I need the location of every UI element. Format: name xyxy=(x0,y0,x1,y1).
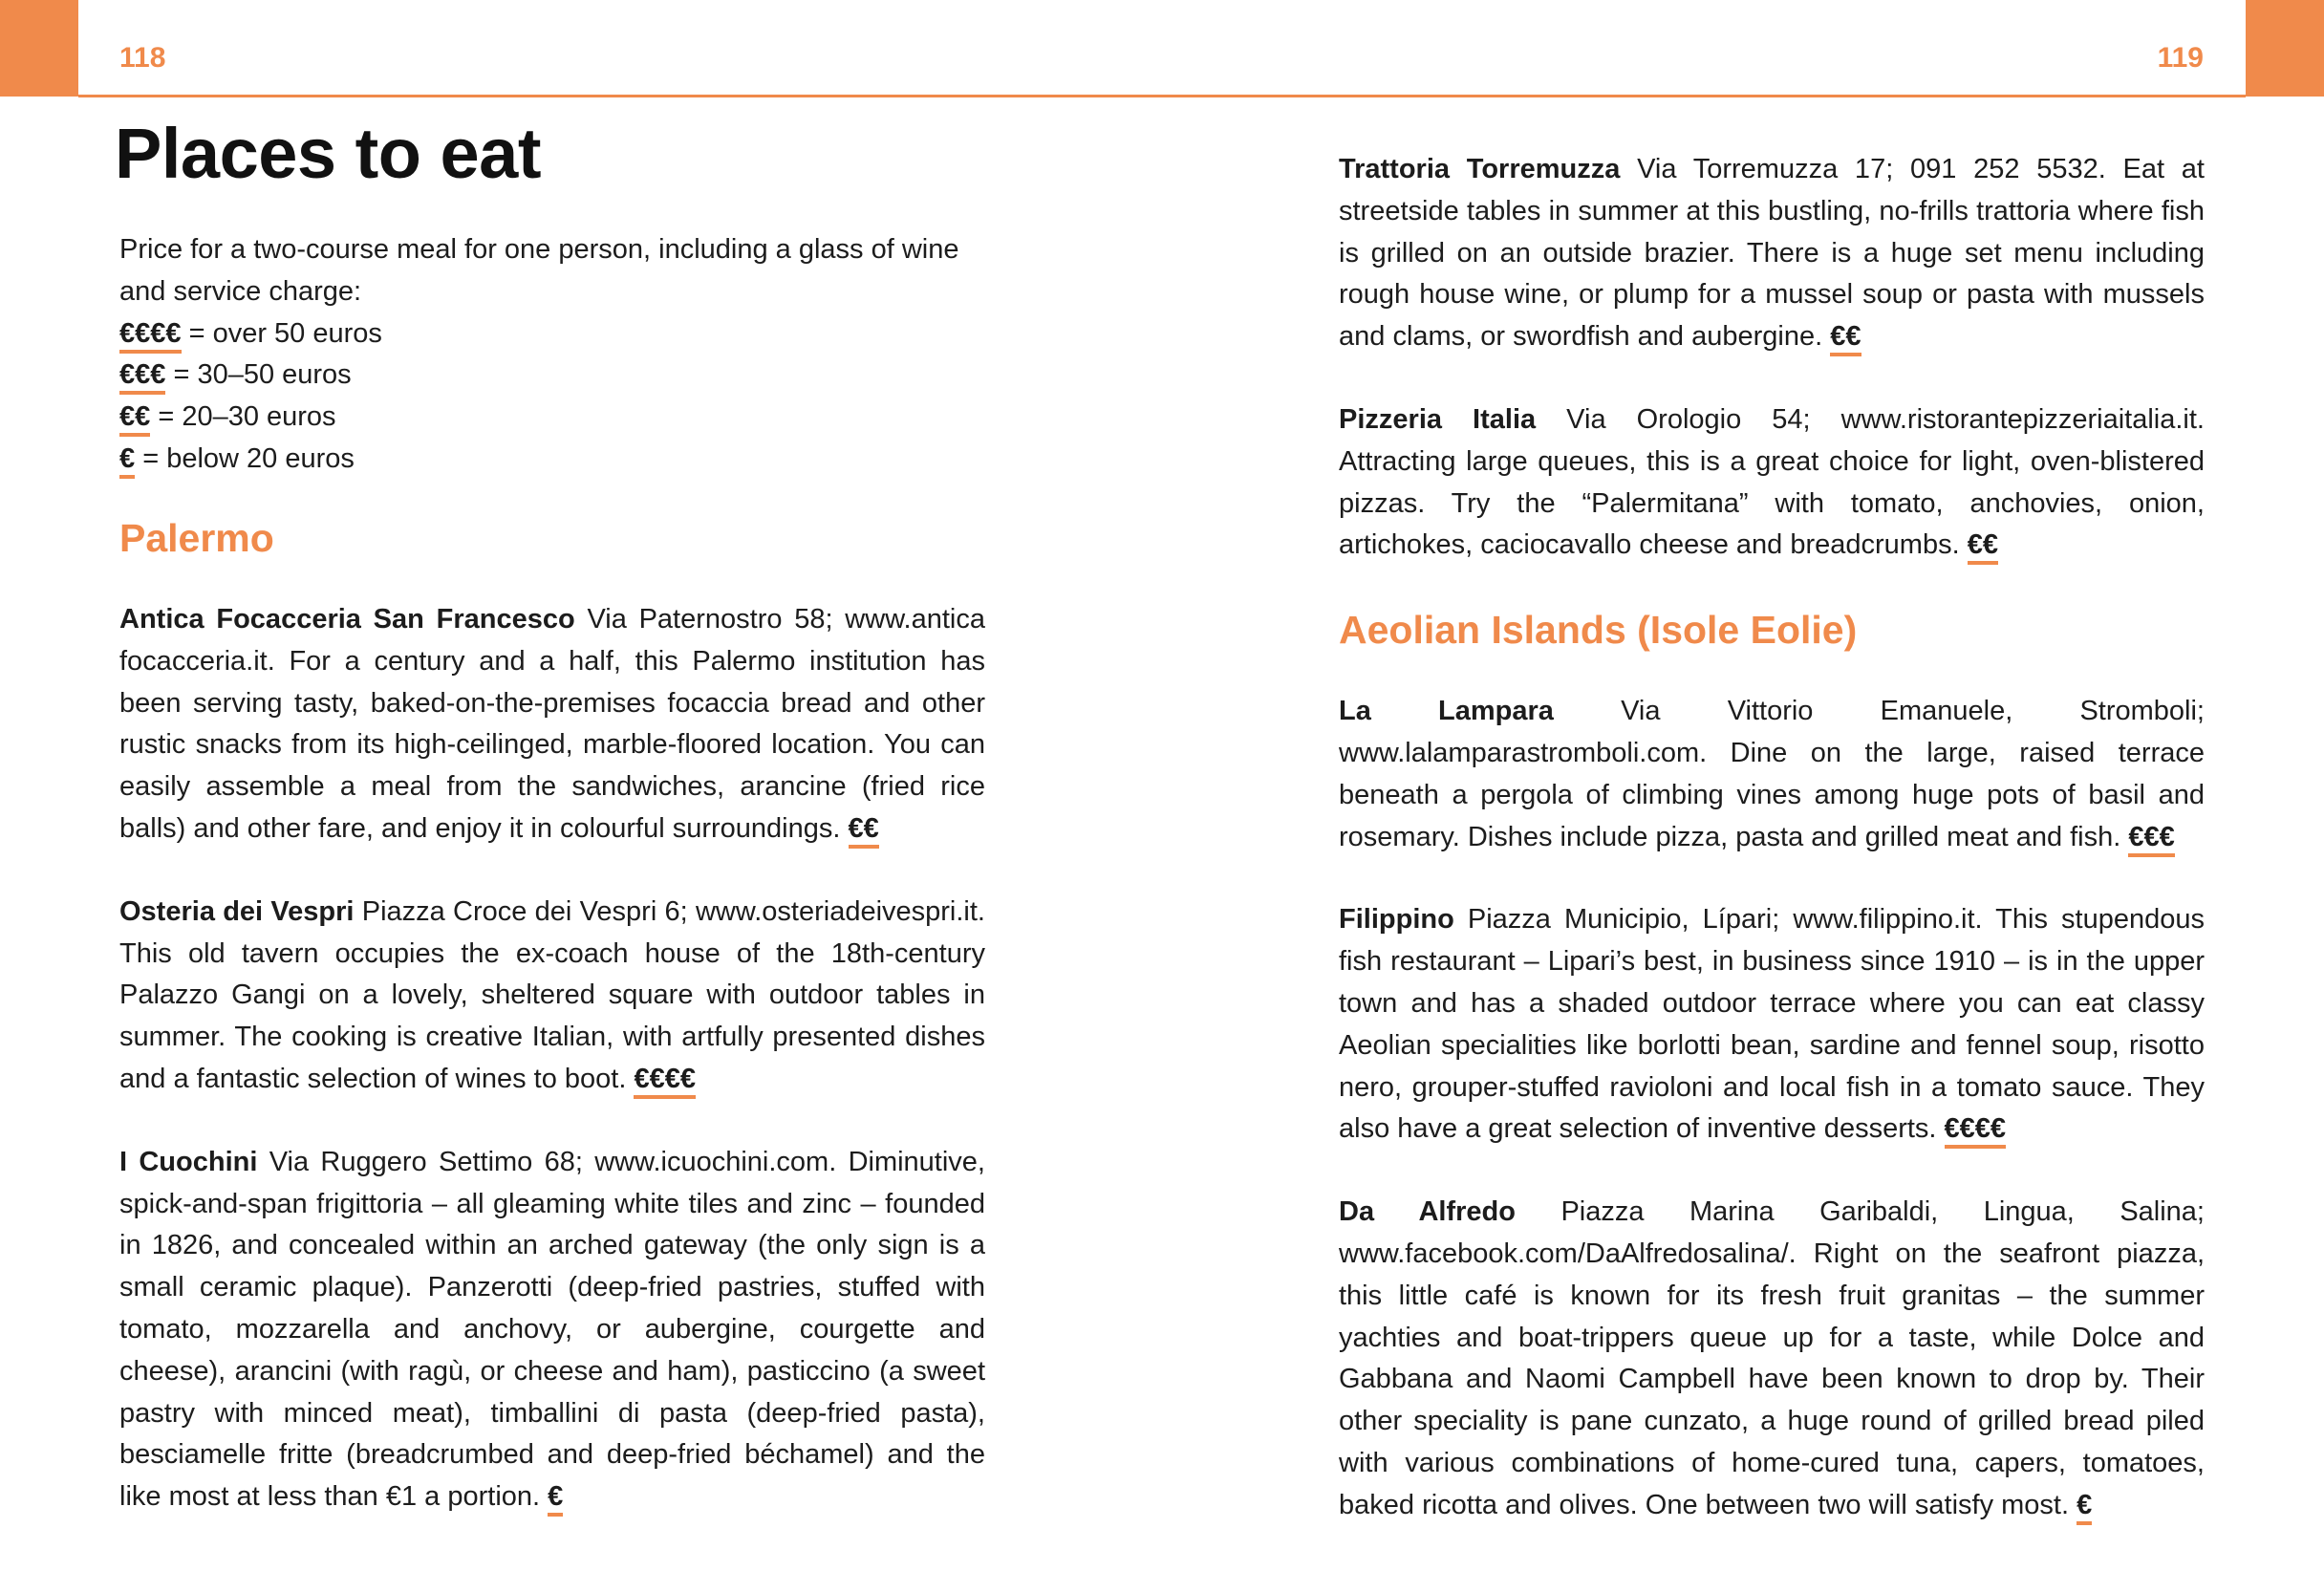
restaurant-description: Via Vittorio Emanuele, Stromboli; www.lalamparastromboli.com. Dine on the large, raised terrace beneath a pergola of climbing vines among huge pots of basil and rosemary. Dishes include pizza, pasta and grilled meat and fish. xyxy=(1339,696,2205,852)
restaurant-name: La Lampara xyxy=(1339,696,1554,727)
page-title: Places to eat xyxy=(115,114,541,193)
price-badge: € xyxy=(548,1483,563,1517)
legend-item xyxy=(119,439,985,481)
restaurant-description: Via Ruggero Settimo 68; www.icuochini.com. Diminutive, spick-and-span frigittoria – all gleaming white tiles and zinc – founded in 1826, and concealed within an arched gateway (the only sign is a small ceramic plaque). Panzerotti (deep-fried pastries, stuffed with tomato, mozzarella and anchovy, or aubergine, courgette and cheese), arancini (with ragù, or cheese and ham), pasticcino (a sweet pastry with minced meat), timballini di pasta (deep-fried pasta), besciamelle fritte (breadcrumbed and deep-fried béchamel) and the like most at less than €1 a portion. xyxy=(119,1146,985,1513)
right-page xyxy=(1339,149,2205,1568)
restaurant-entry xyxy=(119,1142,985,1518)
price-badge: €€ xyxy=(849,815,879,849)
restaurant-name: Trattoria Torremuzza xyxy=(1339,154,1621,184)
restaurant-entry xyxy=(1339,691,2205,858)
restaurant-entry xyxy=(1339,149,2205,358)
price-badge: €€€ xyxy=(2128,824,2174,857)
price-legend xyxy=(119,313,985,481)
section-heading-aeolian: Aeolian Islands (Isole Eolie) xyxy=(1339,608,1858,653)
legend-text: = below 20 euros xyxy=(135,442,355,474)
price-symbol: €€€ xyxy=(119,361,165,395)
price-symbol: €€€€ xyxy=(119,320,182,354)
price-badge: €€€€ xyxy=(634,1066,696,1099)
legend-item xyxy=(119,397,985,439)
legend-item xyxy=(119,355,985,397)
price-badge: € xyxy=(2077,1492,2092,1525)
restaurant-description: Via Orologio 54; www.ristorantepizzeriaitalia.it. Attracting large queues, this is a great choice for light, oven-blistered pizzas. Try the “Palermitana” with tomato, anchovies, onion, artichokes, caciocavallo cheese and breadcrumbs. xyxy=(1339,403,2205,561)
restaurant-name: Antica Focacceria San Francesco xyxy=(119,604,575,635)
restaurant-entry xyxy=(119,892,985,1101)
page-number-right: 119 xyxy=(2157,42,2204,74)
restaurant-entry xyxy=(1339,899,2205,1151)
restaurant-description: Piazza Municipio, Lípari; www.filippino.it. This stupendous fish restaurant – Lipari’s best, in business since 1910 – is in the upper town and has a shaded outdoor terrace where you can eat classy Aeolian specialities like borlotti bean, sardine and fennel soup, risotto nero, grouper-stuffed ravioloni and local fish in a tomato sauce. They also have a great selection of inventive desserts. xyxy=(1339,904,2205,1145)
restaurant-name: Osteria dei Vespri xyxy=(119,895,355,927)
price-badge: €€ xyxy=(1968,531,1998,565)
restaurant-name: Filippino xyxy=(1339,904,1454,936)
restaurant-description: Via Paternostro 58; www.antica focacceria.it. For a century and a half, this Palermo institution has been serving tasty, baked-on-the-premises focaccia bread and other rustic snacks from its high-ceilinged, marble-floored location. You can easily assemble a meal from the sandwiches, arancine (fried rice balls) and other fare, and enjoy it in colourful surroundings. xyxy=(119,604,985,844)
restaurant-description: Piazza Marina Garibaldi, Lingua, Salina; www.facebook.com/DaAlfredosalina/. Right on the seafront piazza, this little café is known for its fresh fruit granitas – the summer yachties and boat-trippers queue up for a taste, while Dolce and Gabbana and Naomi Campbell have been known to drop by. Their other speciality is pane cunzato, a huge round of grilled bread piled with various combinations of home-cured tuna, capers, tomatoes, baked ricotta and olives. One between two will satisfy most. xyxy=(1339,1196,2205,1520)
header-rule xyxy=(78,95,2246,97)
intro-text: Price for a two-course meal for one person, including a glass of wine and service charge: xyxy=(119,234,959,307)
restaurant-entry xyxy=(1339,399,2205,567)
legend-item xyxy=(119,313,985,355)
price-symbol: €€ xyxy=(119,403,150,437)
price-badge: €€ xyxy=(1830,323,1861,356)
section-heading-palermo: Palermo xyxy=(119,516,274,560)
price-badge: €€€€ xyxy=(1945,1115,2007,1149)
restaurant-name: I Cuochini xyxy=(119,1146,258,1177)
price-intro xyxy=(119,229,985,481)
restaurant-description: Via Torremuzza 17; 091 252 5532. Eat at streetside tables in summer at this bustling, no-frills trattoria where fish is grilled on an outside brazier. There is a huge set menu including rough house wine, or plump for a mussel soup or pasta with mussels and clams, or swordfish and aubergine. xyxy=(1339,154,2205,353)
restaurant-name: Pizzeria Italia xyxy=(1339,403,1537,435)
legend-text: = 30–50 euros xyxy=(165,359,352,391)
page-number-left: 118 xyxy=(119,42,166,74)
right-page-corner-tab xyxy=(2246,0,2324,97)
legend-text: = 20–30 euros xyxy=(150,401,336,433)
left-page-corner-tab xyxy=(0,0,78,97)
palermo-section xyxy=(119,516,985,1560)
legend-text: = over 50 euros xyxy=(181,317,382,349)
restaurant-entry xyxy=(1339,1192,2205,1526)
price-symbol: € xyxy=(119,445,135,479)
restaurant-name: Da Alfredo xyxy=(1339,1196,1516,1228)
restaurant-description: Piazza Croce dei Vespri 6; www.osteriadeivespri.it. This old tavern occupies the ex-coach house of the 18th-century Palazzo Gangi on a lovely, sheltered square with outdoor tables in summer. The cooking is creative Italian, with artfully presented dishes and a fantastic selection of wines to boot. xyxy=(119,895,985,1094)
restaurant-entry xyxy=(119,599,985,850)
